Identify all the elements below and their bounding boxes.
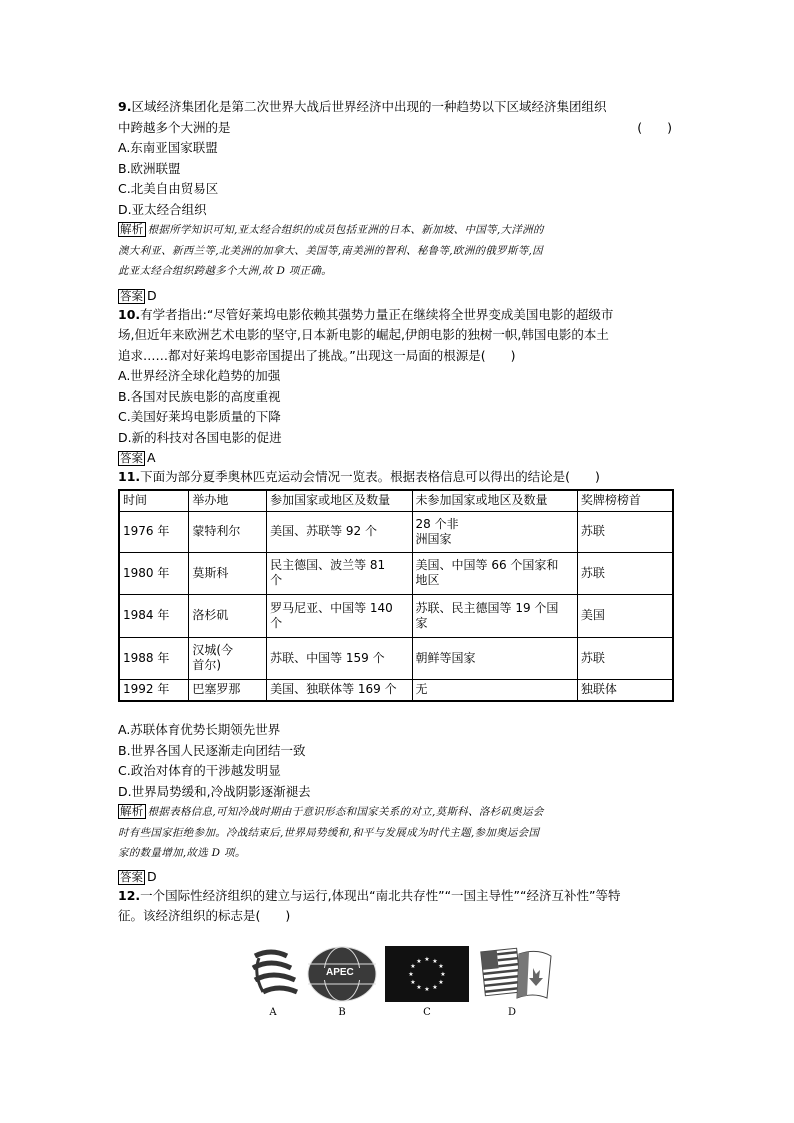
question-number: 11.	[118, 469, 141, 484]
explanation: 解析 根据所学知识可知,亚太经合组织的成员包括亚洲的日本、新加坡、中国等,大洋洲的	[120, 222, 544, 236]
question-stem: 征。该经济组织的标志是( )	[118, 908, 291, 923]
option: B.世界各国人民逐渐走向团结一致	[118, 742, 306, 758]
olympics-table	[118, 489, 674, 703]
table-cell: 巴塞罗那	[189, 679, 267, 701]
table-cell: 1980 年	[119, 552, 189, 594]
answer-tag: 答案	[120, 869, 143, 884]
table-row	[119, 679, 673, 701]
option: B.各国对民族电影的高度重视	[118, 388, 281, 404]
table-cell: 美国	[577, 594, 673, 637]
table-row	[119, 637, 673, 679]
svg-text:★: ★	[416, 958, 422, 965]
question-stem: 追求……都对好莱坞电影帝国提出了挑战。”出现这一局面的根源是( )	[118, 347, 516, 363]
table-cell: 1976 年	[119, 511, 189, 552]
table-cell: 美国、中国等 66 个国家和 地区	[412, 552, 577, 594]
option-label: C	[423, 1007, 431, 1018]
svg-text:★: ★	[438, 979, 444, 986]
table-cell: 无	[412, 679, 577, 701]
nafta-flags-icon	[479, 946, 555, 1004]
table-row	[119, 594, 673, 637]
table-cell: 民主德国、波兰等 81 个	[267, 552, 412, 594]
option: A.世界经济全球化趋势的加强	[118, 368, 281, 383]
explanation-tag: 解析	[120, 222, 144, 236]
answer	[118, 287, 678, 305]
question-stem: 有学者指出:“尽管好莱坞电影依赖其强势力量正在继续将全世界变成美国电影的超级市	[140, 306, 614, 322]
table-cell: 苏联	[577, 511, 673, 552]
option: B.欧洲联盟	[118, 160, 181, 176]
explanation-tag: 解析	[120, 804, 144, 818]
svg-text:★: ★	[424, 956, 430, 963]
option: D.新的科技对各国电影的促进	[118, 429, 282, 445]
explanation-line: 澳大利亚、新西兰等,北美洲的加拿大、美国等,南美洲的智利、秘鲁等,欧洲的俄罗斯等,因	[118, 244, 543, 257]
question-9	[118, 97, 678, 305]
option: C.美国好莱坞电影质量的下降	[118, 409, 281, 424]
answer	[118, 868, 678, 886]
table-header: 举办地	[189, 490, 267, 512]
table-cell: 苏联、民主德国等 19 个国 家	[412, 594, 577, 637]
question-12	[118, 886, 678, 927]
table-header-row	[119, 490, 673, 512]
svg-text:★: ★	[432, 984, 438, 991]
question-10	[118, 305, 678, 468]
table-header: 时间	[119, 490, 189, 512]
option-label: B	[338, 1007, 346, 1018]
table-cell: 美国、苏联等 92 个	[267, 511, 412, 552]
table-header: 未参加国家或地区及数量	[412, 490, 577, 512]
option: C.北美自由贸易区	[118, 181, 219, 196]
table-cell: 1984 年	[119, 594, 189, 637]
table-cell: 1988 年	[119, 637, 189, 679]
wto-logo-icon	[249, 946, 301, 1002]
option: D.世界局势缓和,冷战阴影逐渐褪去	[118, 783, 311, 799]
table-header: 奖牌榜榜首	[577, 490, 673, 512]
table-cell: 莫斯科	[189, 552, 267, 594]
question-stem: 一个国际性经济组织的建立与运行,体现出“南北共存性”“一国主导性”“经济互补性”等特	[140, 887, 621, 903]
option: A.苏联体育优势长期领先世界	[118, 722, 281, 737]
table-header: 参加国家或地区及数量	[267, 490, 412, 512]
option: A.东南亚国家联盟	[118, 140, 218, 155]
svg-text:★: ★	[432, 958, 438, 965]
table-row	[119, 552, 673, 594]
answer-bracket: ( )	[637, 119, 672, 135]
table-cell: 28 个非 洲国家	[412, 511, 577, 552]
table-row	[119, 511, 673, 552]
table-cell: 汉城(今 首尔)	[189, 637, 267, 679]
option: D.亚太经合组织	[118, 201, 207, 217]
table-cell: 洛杉矶	[189, 594, 267, 637]
table-cell: 美国、独联体等 169 个	[267, 679, 412, 701]
svg-text:★: ★	[410, 963, 416, 970]
question-11	[118, 467, 678, 886]
table-cell: 罗马尼亚、中国等 140 个	[267, 594, 412, 637]
answer-value: D	[147, 868, 157, 884]
question-stem: 中跨越多个大洲的是	[118, 119, 231, 135]
answer-value: A	[147, 450, 156, 465]
explanation-line: 家的数量增加,故选 D 项。	[118, 847, 246, 859]
svg-text:★: ★	[424, 986, 430, 993]
svg-text:★: ★	[440, 971, 446, 978]
question-number: 9.	[118, 99, 132, 114]
document-page	[118, 97, 678, 927]
question-stem: 下面为部分夏季奥林匹克运动会情况一览表。根据表格信息可以得出的结论是( )	[140, 469, 600, 484]
option-label: D	[507, 1007, 517, 1018]
question-stem: 场,但近年来欧洲艺术电影的坚守,日本新电影的崛起,伊朗电影的独树一帜,韩国电影的本土	[118, 327, 609, 342]
answer-value: D	[147, 287, 157, 303]
answer-tag: 答案	[120, 451, 143, 465]
table-cell: 朝鲜等国家	[412, 637, 577, 679]
svg-text:★: ★	[410, 979, 416, 986]
question-number: 10.	[118, 306, 141, 322]
option-label: A	[269, 1007, 277, 1018]
logo-options	[247, 946, 557, 1022]
svg-text:★: ★	[408, 971, 414, 978]
explanation-line: 此亚太经合组织跨越多个大洲,故 D 项正确。	[118, 265, 333, 277]
table-cell: 1992 年	[119, 679, 189, 701]
svg-text:★: ★	[438, 963, 444, 970]
explanation: 解析 根据表格信息,可知冷战时期由于意识形态和国家关系的对立,莫斯科、洛杉矶奥运会	[120, 804, 544, 818]
svg-text:★: ★	[416, 984, 422, 991]
table-cell: 苏联、中国等 159 个	[267, 637, 412, 679]
explanation-line: 时有些国家拒绝参加。冷战结束后,世界局势缓和,和平与发展成为时代主题,参加奥运会国	[118, 826, 540, 839]
table-cell: 苏联	[577, 552, 673, 594]
table-cell: 独联体	[577, 679, 673, 701]
table-cell: 蒙特利尔	[189, 511, 267, 552]
table-cell: 苏联	[577, 637, 673, 679]
question-stem: 区域经济集团化是第二次世界大战后世界经济中出现的一种趋势以下区域经济集团组织	[131, 99, 607, 114]
option: C.政治对体育的干涉越发明显	[118, 763, 281, 778]
question-number: 12.	[118, 887, 141, 903]
eu-flag-icon	[385, 946, 469, 1002]
apec-logo-text: APEC	[326, 967, 354, 978]
answer	[118, 449, 678, 467]
answer-tag: 答案	[120, 288, 143, 303]
